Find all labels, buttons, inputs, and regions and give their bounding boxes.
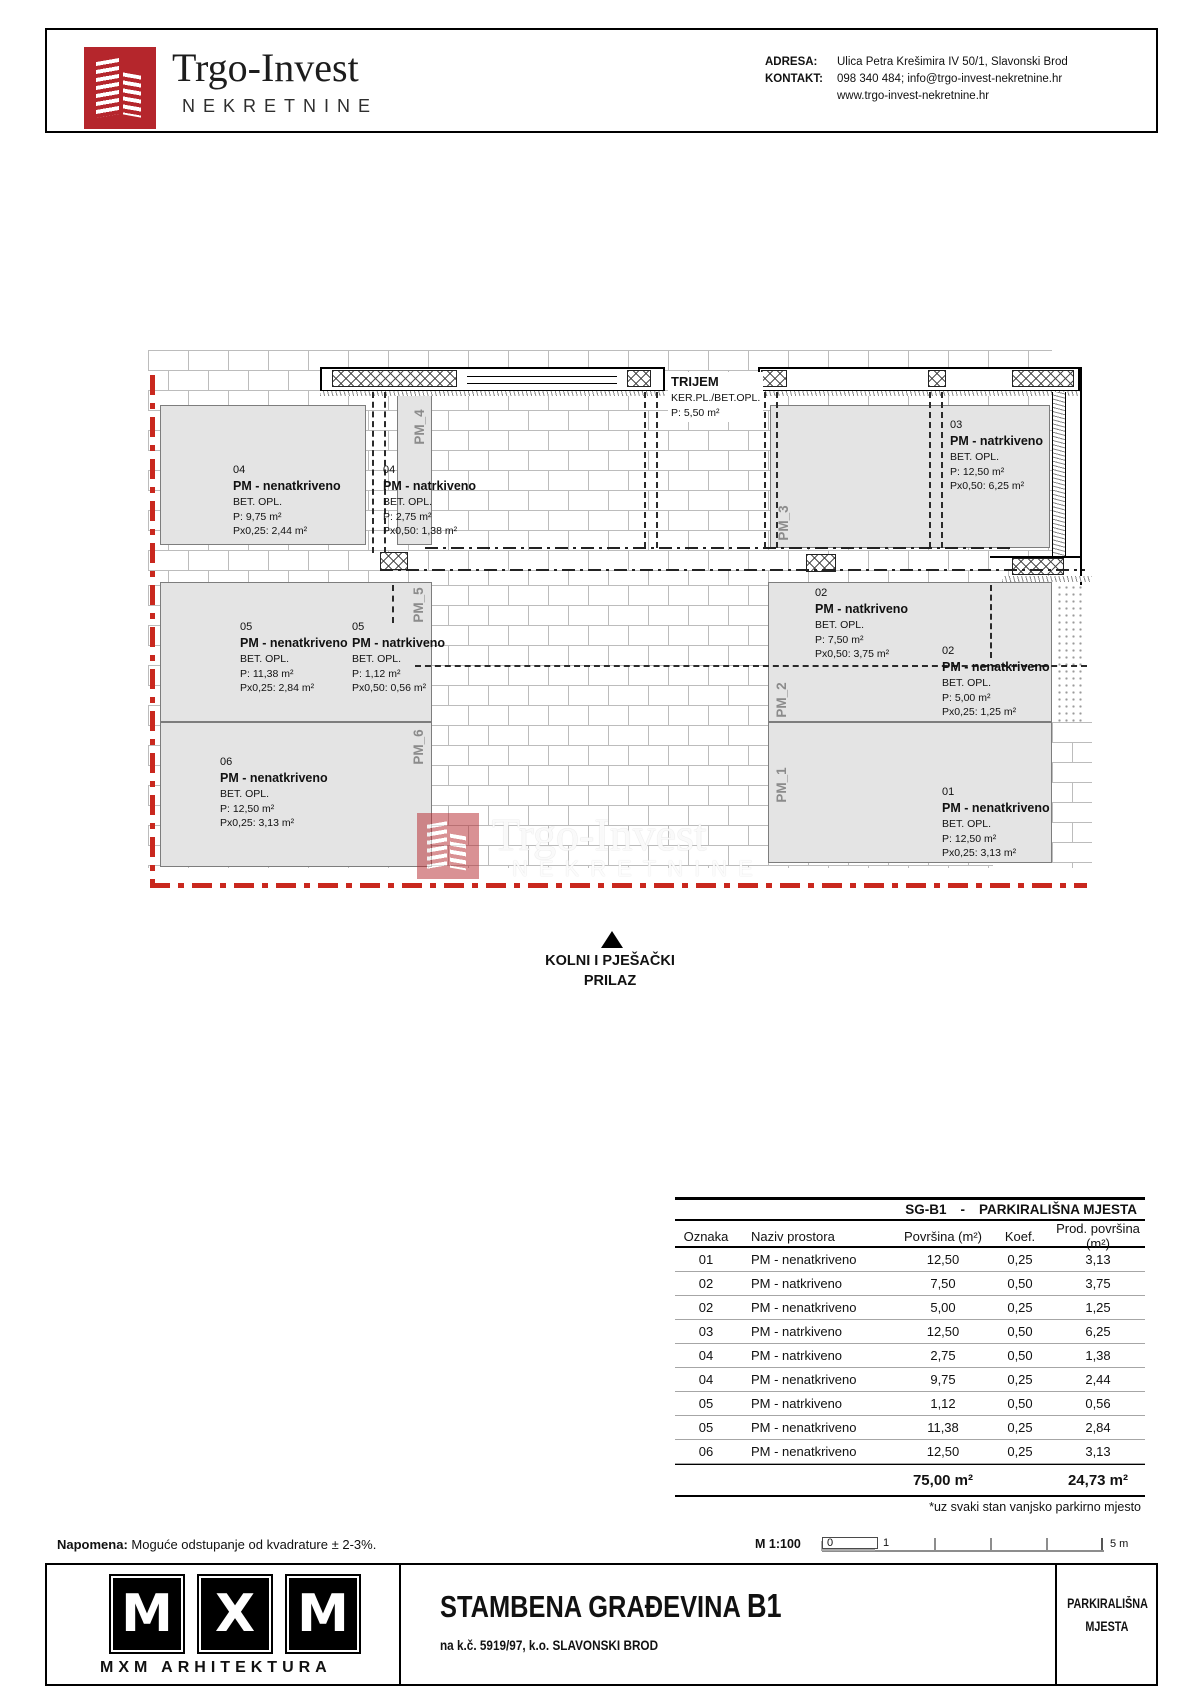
scale-zero: 0 [827,1537,834,1549]
note-label: Napomena: [57,1537,128,1552]
plan-gravel-strip [1056,584,1082,722]
note [57,1537,376,1552]
access-caption: KOLNI I PJEŠAČKI PRILAZ [545,953,675,989]
scale-end-label: 5 m [1110,1538,1129,1550]
watermark-tower-left [427,821,447,871]
wall-hatch [1012,370,1074,387]
pm-axis-label-1: PM_1 [773,767,789,803]
scale-end-tick [1101,1538,1103,1550]
scale-baseline [822,1550,1104,1552]
mxm-logo-square-2: X [197,1574,273,1654]
trijem-area: P: 5,50 m² [671,406,720,419]
table-row: 06 PM - nenatkriveno 12,50 0,25 3,13 [675,1440,1145,1464]
col-naziv: Naziv prostora [751,1228,835,1244]
project-code: B1 [746,1587,782,1624]
trijem-label [668,372,763,422]
col-oznaka: Oznaka [683,1228,729,1244]
wall-hatch [332,370,457,387]
wall-top-left [320,367,665,392]
wall-right-insulated [1052,392,1066,557]
col-povrsina: Površina (m²) [903,1228,982,1244]
table-row: 05 PM - nenatkriveno 11,38 0,25 2,84 [675,1416,1145,1440]
watermark-subtitle: NEKRETNINE [512,856,764,881]
mxm-logo-square-3: M [285,1574,361,1654]
table-title-name: PARKIRALIŠNA MJESTA [978,1202,1137,1217]
parking-table [675,1197,1145,1497]
watermark-tower-right [450,834,466,871]
wall-insulation [758,391,1080,396]
space-label-05-covered: 05 PM - natrkiveno BET. OPL. P: 1,12 m² Px0,50: 0,56 m² [352,621,446,695]
space-label-02-covered: 02 PM - natkriveno BET. OPL. P: 7,50 m² Px0,50: 3,75 m² [815,587,909,661]
trijem-material: KER.PL./BET.OPL. [671,392,761,405]
wall-insulation [1002,576,1092,582]
wall-pillar-hatch [928,370,946,387]
space-label-02-open: 02 PM - nenatkriveno BET. OPL. P: 5,00 m² Px0,25: 1,25 m² [942,645,1050,719]
scale-label: M 1:100 [755,1537,801,1551]
address-value: Ulica Petra Krešimira IV 50/1, Slavonski Brod [837,56,1068,68]
contact-label: KONTAKT: [765,73,823,85]
plan-paving-right [1052,722,1092,868]
trijem-name: TRIJEM [671,374,719,389]
total-area: 75,00 m² [912,1471,974,1489]
window-glazing [467,376,617,384]
table-title [675,1197,1145,1221]
total-prod-area: 24,73 m² [1067,1471,1129,1489]
sheet-title: PARKIRALIŠNA MJESTA [1067,1596,1148,1634]
plot-boundary-bottom [150,883,1087,888]
scale-tick [1046,1538,1048,1550]
pm-axis-label-3: PM_3 [775,505,791,541]
table-footnote: *uz svaki stan vanjsko parkirno mjesto [929,1500,1141,1514]
table-row: 01 PM - nenatkriveno 12,50 0,25 3,13 [675,1248,1145,1272]
watermark-logo-icon [417,813,479,879]
pm-axis-label-5: PM_5 [410,587,426,623]
table-row: 04 PM - natrkiveno 2,75 0,50 1,38 [675,1344,1145,1368]
logo-tower-left [96,58,119,118]
wall-top-right [758,367,1080,392]
project-location: na k.č. 5919/97, k.o. SLAVONSKI BROD [440,1637,659,1653]
table-row: 03 PM - natrkiveno 12,50 0,50 6,25 [675,1320,1145,1344]
address-label: ADRESA: [765,56,818,68]
scale-bar [822,1536,1104,1552]
column-hatch [380,552,408,570]
company-logo-icon [84,47,156,129]
table-row: 02 PM - nenatkriveno 5,00 0,25 1,25 [675,1296,1145,1320]
brand-subtitle: NEKRETNINE [182,96,379,116]
roof-overhang-dashdot-line [380,569,1085,571]
space-label-04-covered: 04 PM - natrkiveno BET. OPL. P: 2,75 m² Px0,50: 1,38 m² [383,464,477,538]
dashed-edge [392,585,394,623]
wall-hatch-corner [1012,558,1064,575]
table-row: 02 PM - natkriveno 7,50 0,50 3,75 [675,1272,1145,1296]
space-label-05-open: 05 PM - nenatkriveno BET. OPL. P: 11,38 m² Px0,25: 2,84 m² [240,621,348,695]
col-prod-povrsina: Prod. površina (m²) [1056,1221,1140,1251]
space-label-04-open: 04 PM - nenatkriveno BET. OPL. P: 9,75 m² Px0,25: 2,44 m² [233,464,341,538]
logo-tower-right [123,72,141,117]
wall-hatch [761,370,787,387]
table-totals-row [675,1464,1145,1497]
roof-overhang-dashdot-line [425,547,1010,549]
note-text: Moguće odstupanje od kvadrature ± 2-3%. [131,1537,377,1552]
pm-axis-label-2: PM_2 [773,682,789,718]
pm-axis-label-4: PM_4 [411,409,427,445]
scale-tick [934,1538,936,1550]
table-row: 04 PM - nenatkriveno 9,75 0,25 2,44 [675,1368,1145,1392]
table-header-row [675,1221,1145,1251]
contact-value: 098 340 484; info@trgo-invest-nekretnine.hr [837,73,1063,85]
table-title-separator: - [960,1202,965,1217]
website-link[interactable]: www.trgo-invest-nekretnine.hr [837,90,990,102]
north-access-arrow-icon [601,931,623,948]
wall-hatch [627,370,651,387]
open-side-dashed-column [644,392,658,548]
open-side-dashed-column [929,392,943,548]
titleblock-divider [399,1565,401,1684]
brand-name: Trgo-Invest [172,45,359,90]
space-label-03: 03 PM - natrkiveno BET. OPL. P: 12,50 m² Px0,50: 6,25 m² [950,419,1044,493]
project-title: STAMBENA GRAĐEVINA B1 [440,1587,782,1624]
scale-tick [990,1538,992,1550]
watermark-title: Trgo-Invest [492,809,707,860]
plot-boundary-left [150,375,155,886]
col-koef: Koef. [1004,1228,1036,1244]
pm-axis-label-6: PM_6 [410,729,426,765]
header [45,28,1158,133]
architect-name: MXM ARHITEKTURA [100,1659,332,1676]
space-label-01: 01 PM - nenatkriveno BET. OPL. P: 12,50 m² Px0,25: 3,13 m² [942,786,1050,860]
mxm-logo-square-1: M [109,1574,185,1654]
table-row: 05 PM - natrkiveno 1,12 0,50 0,56 [675,1392,1145,1416]
table-title-code: SG-B1 [905,1202,947,1217]
wall-outer-line [1080,367,1082,585]
scale-one: 1 [883,1537,890,1549]
space-label-06: 06 PM - nenatkriveno BET. OPL. P: 12,50 m² Px0,25: 3,13 m² [220,756,328,830]
title-block [45,1563,1158,1686]
